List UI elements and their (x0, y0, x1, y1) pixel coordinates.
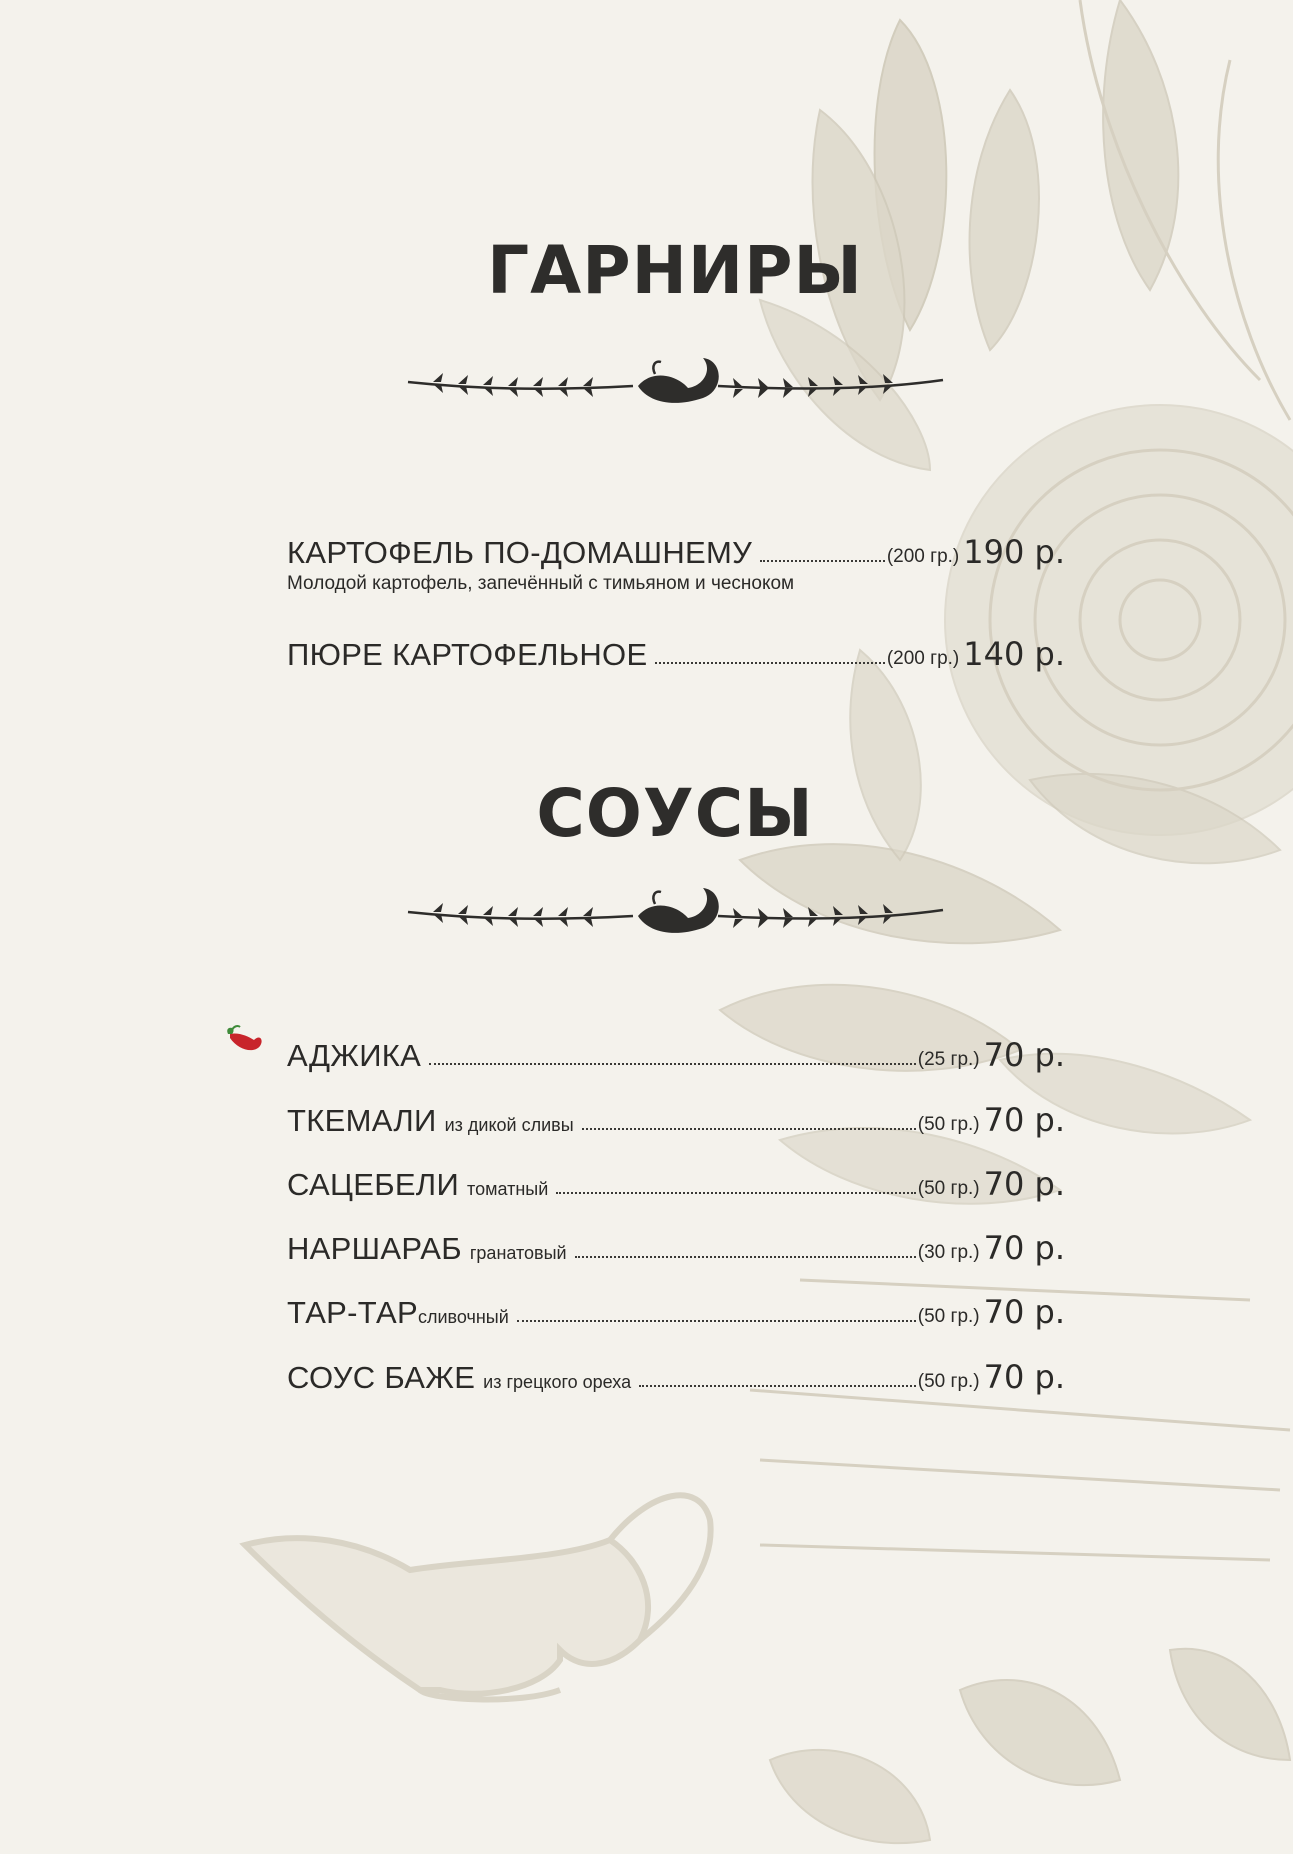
dotted-leader (429, 1063, 916, 1065)
item-name: ТКЕМАЛИ (287, 1103, 437, 1138)
vine-with-pepper-ornament-icon (403, 350, 948, 422)
item-name: КАРТОФЕЛЬ ПО-ДОМАШНЕМУ (287, 535, 753, 570)
item-name: СОУС БАЖЕ (287, 1360, 476, 1395)
vine-with-pepper-ornament-icon (403, 880, 948, 952)
menu-item-narsharab (287, 1216, 1065, 1267)
menu-item-tkemali (287, 1088, 1065, 1139)
item-note: из дикой сливы (444, 1115, 574, 1135)
dotted-leader (655, 662, 884, 664)
item-note: сливочный (417, 1307, 509, 1327)
menu-item-potato-homestyle (287, 520, 1065, 571)
menu-item-adjika (287, 1023, 1065, 1074)
section-title-sauces: СОУСЫ (536, 775, 814, 852)
dotted-leader (575, 1256, 916, 1258)
chili-pepper-icon (224, 1024, 266, 1054)
item-price: 70 р. (983, 1293, 1065, 1331)
item-weight: (30 гр.) (917, 1242, 980, 1263)
item-price: 190 р. (963, 533, 1065, 571)
item-price: 70 р. (983, 1358, 1065, 1396)
dotted-leader (556, 1192, 916, 1194)
item-weight: (50 гр.) (917, 1306, 980, 1327)
item-price: 70 р. (983, 1101, 1065, 1139)
item-name: САЦЕБЕЛИ (287, 1167, 460, 1202)
item-price: 70 р. (983, 1165, 1065, 1203)
item-note: из грецкого ореха (483, 1372, 632, 1392)
item-description: Молодой картофель, запечённый с тимьяном и чесноком (287, 573, 795, 594)
dotted-leader (760, 560, 885, 562)
item-weight: (50 гр.) (917, 1114, 980, 1135)
item-name: АДЖИКА (287, 1038, 422, 1073)
item-price: 70 р. (983, 1036, 1065, 1074)
item-name: ТАР-ТАР (287, 1295, 418, 1330)
item-weight: (200 гр.) (886, 648, 960, 669)
item-weight: (25 гр.) (917, 1049, 980, 1070)
item-name: НАРШАРАБ (287, 1231, 462, 1266)
menu-item-mashed-potato (287, 622, 1065, 673)
menu-item-satsebeli (287, 1152, 1065, 1203)
item-price: 70 р. (983, 1229, 1065, 1267)
dotted-leader (517, 1320, 916, 1322)
item-weight: (200 гр.) (886, 546, 960, 567)
dotted-leader (639, 1385, 916, 1387)
item-price: 140 р. (963, 635, 1065, 673)
menu-item-tartar (287, 1280, 1065, 1331)
item-note: гранатовый (469, 1243, 567, 1263)
item-note: томатный (467, 1179, 549, 1199)
item-weight: (50 гр.) (917, 1178, 980, 1199)
menu-item-bazhe (287, 1345, 1065, 1396)
section-title-garnish: ГАРНИРЫ (487, 232, 863, 309)
item-weight: (50 гр.) (917, 1371, 980, 1392)
item-name: ПЮРЕ КАРТОФЕЛЬНОЕ (287, 637, 648, 672)
dotted-leader (582, 1128, 916, 1130)
